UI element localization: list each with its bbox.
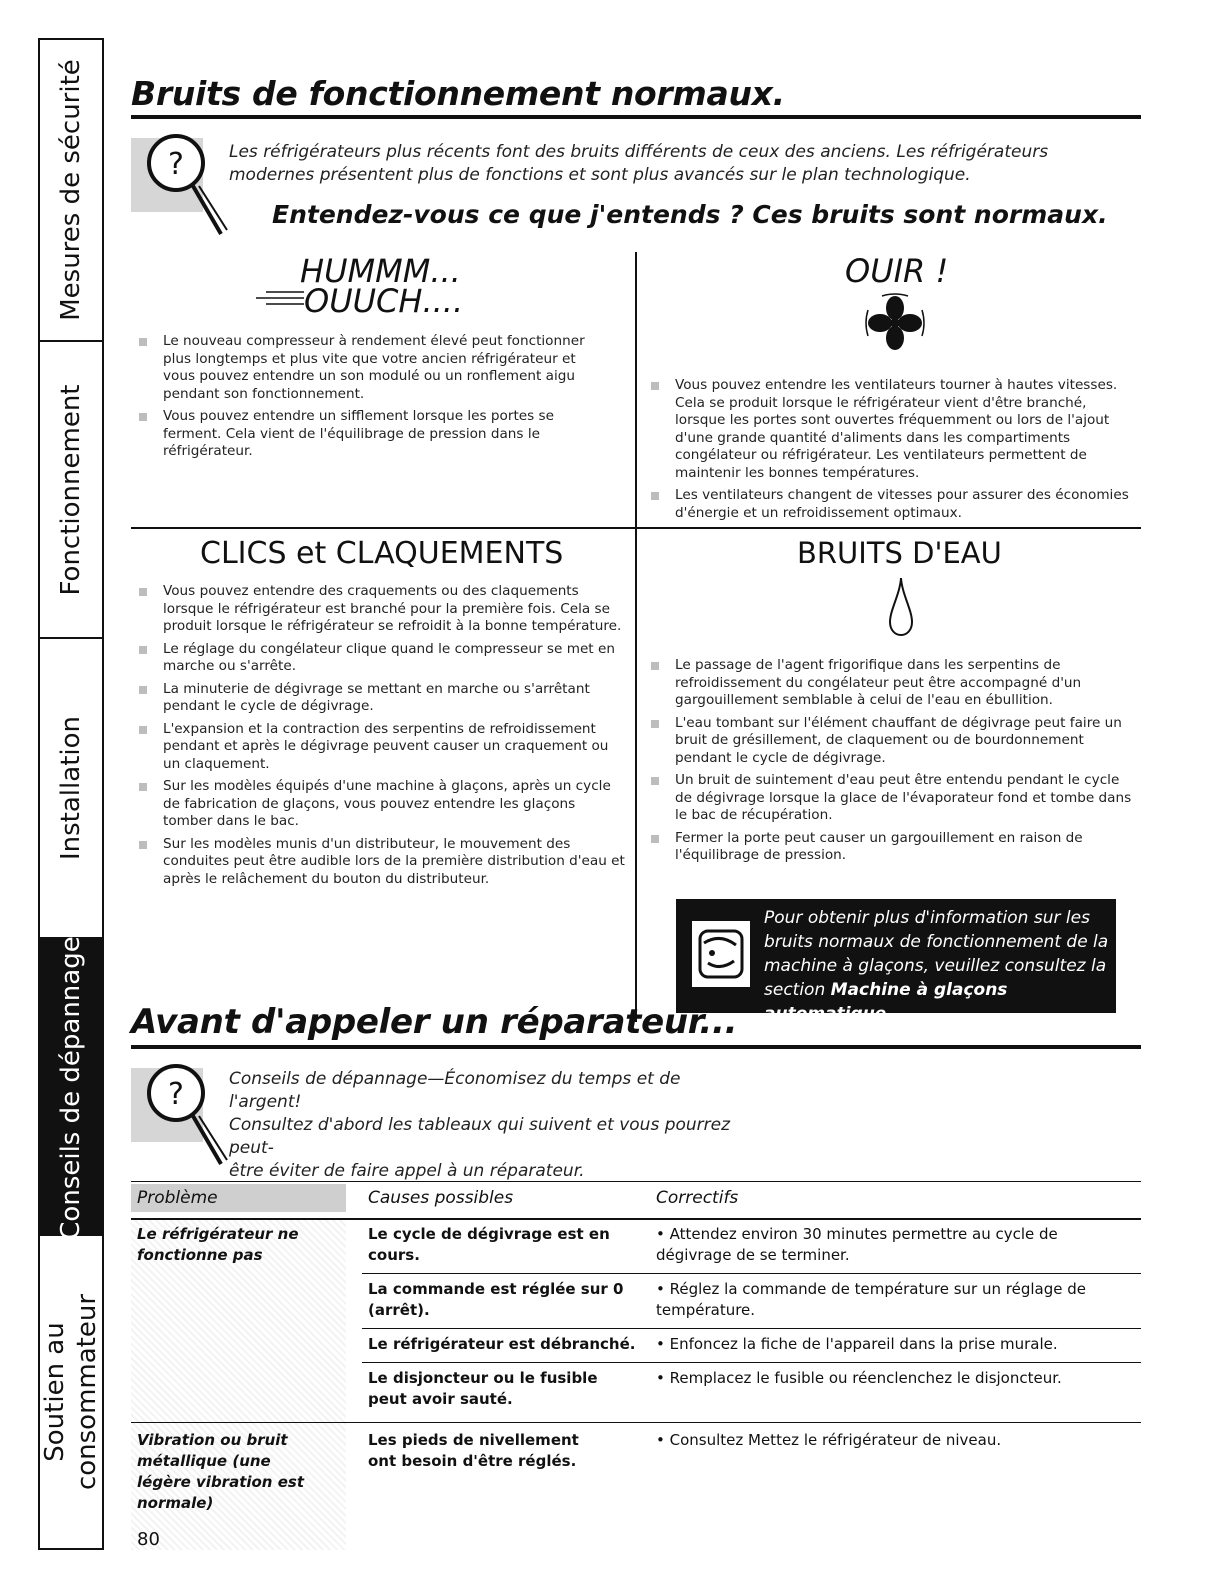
magnifier-question-icon [131, 1060, 241, 1170]
list-item: Un bruit de suintement d'eau peut être entendu pendant le cycle de dégivrage lorsque la glace de l'évaporateur fond et tombe dans le bac de récupération. [647, 772, 1137, 825]
list-item: Sur les modèles munis d'un distributeur, le mouvement des conduites peut être audible lors de la première distribution d'eau et après le relâchement du bouton du distributeur. [135, 836, 625, 889]
list-item: Fermer la porte peut causer un gargouillement en raison de l'équilibrage de pression. [647, 830, 1137, 865]
header-causes: Causes possibles [368, 1188, 514, 1208]
table-header-rule [131, 1218, 1141, 1220]
title-rule [131, 1045, 1141, 1049]
table-cell-fix: • Réglez la commande de température sur un réglage de température. [656, 1280, 1086, 1319]
table-cell-fix: • Enfoncez la fiche de l'appareil dans la prise murale. [656, 1335, 1058, 1353]
tab-label-line: consommateur [72, 1293, 102, 1491]
list-item: Le réglage du congélateur clique quand le compresseur se met en marche ou s'arrête. [135, 641, 625, 676]
table-cell-cause: Le cycle de dégivrage est en cours. [368, 1225, 610, 1264]
row-divider [362, 1328, 1141, 1329]
column-divider [635, 252, 637, 1022]
table-cell-problem: Vibration ou bruit métallique (une légère vibration est normale) [137, 1431, 304, 1512]
list-item: Le nouveau compresseur à rendement élevé peut fonctionner plus longtemps et plus vite que votre ancien réfrigérateur et vous pouvez entendre un son modulé ou un ronflement aigu pendant son fonctionnement. [135, 333, 605, 403]
list-item: Vous pouvez entendre les ventilateurs tourner à hautes vitesses. Cela se produit lorsque le réfrigérateur vient d'être branché, lorsque les portes sont ouvertes fréquemment ou lors de l'ajout d'une grande quantité d'aliments dans les compartiments congélateur ou réfrigérateur. Les ventilateurs permettent de maintenir les bonnes températures. [647, 377, 1132, 482]
ouuch-title: OUUCH.... [304, 282, 464, 320]
humm-bullets [135, 333, 605, 466]
table-top-rule [131, 1181, 1141, 1182]
tab-fonctionnement[interactable] [40, 342, 102, 639]
fan-icon [860, 292, 930, 354]
row-divider [362, 1362, 1141, 1363]
tab-installation[interactable] [40, 639, 102, 939]
eau-bullets [647, 657, 1137, 870]
svg-text:?: ? [168, 147, 184, 182]
section-title-avant: Avant d'appeler un réparateur... [131, 1002, 738, 1042]
table-cell-cause: Le réfrigérateur est débranché. [368, 1335, 636, 1353]
icemaker-icon [690, 917, 752, 991]
magnifier-question-icon [131, 130, 241, 240]
tab-label: Conseils de dépannage [56, 935, 86, 1240]
list-item: Vous pouvez entendre des craquements ou des claquements lorsque le réfrigérateur est branché pour la première fois. Cela se produit lorsque le réfrigérateur se refroidit à la bonne température. [135, 583, 625, 636]
list-item: Sur les modèles équipés d'une machine à glaçons, après un cycle de fabrication de glaçons, vous pouvez entendre les glaçons tomber dans le bac. [135, 778, 625, 831]
motion-lines-icon [256, 288, 306, 308]
list-item: Les ventilateurs changent de vitesses pour assurer des économies d'énergie et un refroidissement optimaux. [647, 487, 1132, 522]
tab-label: Fonctionnement [56, 384, 86, 595]
icemaker-info-text [764, 906, 1109, 1026]
list-item: L'expansion et la contraction des serpentins de refroidissement pendant et après le dégivrage peuvent causer un craquement ou un claquement. [135, 721, 625, 774]
row-divider [131, 1422, 1141, 1423]
tab-mesures-securite[interactable] [40, 40, 102, 342]
icemaker-section-link[interactable]: Machine à glaçons automatique [764, 980, 1008, 1024]
list-item: Le passage de l'agent frigorifique dans les serpentins de refroidissement du congélateur peut être accompagné d'un gargouillement semblable à celui de l'eau en ébullition. [647, 657, 1137, 710]
tab-label: Mesures de sécurité [56, 59, 86, 321]
info-text-end: . [886, 1004, 892, 1024]
table-cell-fix: • Remplacez le fusible ou réenclenchez le disjoncteur. [656, 1369, 1062, 1387]
table-cell-fix: • Consultez Mettez le réfrigérateur de niveau. [656, 1431, 1002, 1449]
intro-line: être éviter de faire appel à un réparateur. [229, 1161, 585, 1181]
table-cell-cause: Le disjoncteur ou le fusible peut avoir sauté. [368, 1369, 598, 1408]
intro-text [229, 141, 1129, 187]
table-cell-problem: Le réfrigérateur ne fonctionne pas [137, 1225, 299, 1264]
tab-soutien-consommateur[interactable] [40, 1236, 102, 1548]
svg-text:?: ? [168, 1077, 184, 1112]
table-cell-fix: • Attendez environ 30 minutes permettre au cycle de dégivrage de se terminer. [656, 1225, 1058, 1264]
list-item: L'eau tombant sur l'élément chauffant de dégivrage peut faire un bruit de grésillement, de claquement ou de bourdonnement pendant le cycle de dégivrage. [647, 715, 1137, 768]
info-text: Pour obtenir plus d'information sur les bruits normaux de fonctionnement de la machine à glaçons, veuillez consultez la section [764, 908, 1109, 1000]
header-fixes: Correctifs [656, 1188, 739, 1208]
list-item: Vous pouvez entendre un sifflement lorsque les portes se ferment. Cela vient de l'équilibrage de pression dans le réfrigérateur. [135, 408, 605, 461]
intro-line: Consultez d'abord les tableaux qui suivent et vous pourrez peut- [229, 1115, 731, 1158]
list-item: La minuterie de dégivrage se mettant en marche ou s'arrêtant pendant le cycle de dégivrage. [135, 681, 625, 716]
water-drop-icon [886, 576, 916, 638]
table-cell-cause: La commande est réglée sur 0 (arrêt). [368, 1280, 624, 1319]
intro-line: modernes présentent plus de fonctions et sont plus avancés sur le plan technologique. [229, 165, 971, 185]
tab-conseils-depannage[interactable] [40, 935, 102, 1240]
ouir-bullets [647, 377, 1132, 527]
intro-line: Les réfrigérateurs plus récents font des bruits différents de ceux des anciens. Les réfrigérateurs [229, 142, 1049, 162]
title-rule [131, 115, 1141, 119]
section-divider [131, 527, 1141, 529]
side-tabs [38, 38, 104, 1550]
eau-title: BRUITS D'EAU [797, 536, 1002, 570]
table-cell-cause: Les pieds de nivellement ont besoin d'être réglés. [368, 1431, 579, 1470]
page-number: 80 [137, 1529, 160, 1550]
icemaker-info-box [676, 899, 1116, 1024]
tab-label: Installation [56, 715, 86, 861]
page-title: Bruits de fonctionnement normaux. [131, 74, 785, 113]
humm-title: HUMMM... [300, 252, 461, 290]
tab-label [39, 1294, 103, 1490]
clics-bullets [135, 583, 625, 893]
intro-line: Conseils de dépannage—Économisez du temps et de l'argent! [229, 1069, 681, 1112]
clics-title: CLICS et CLAQUEMENTS [200, 536, 564, 571]
avant-intro [229, 1068, 749, 1183]
subheading: Entendez-vous ce que j'entends ? Ces bruits sont normaux. [272, 200, 1108, 229]
row-divider [362, 1273, 1141, 1274]
header-problem: Problème [131, 1184, 346, 1212]
ouir-title: OUIR ! [845, 252, 949, 290]
tab-label-line: Soutien au [40, 1322, 70, 1462]
